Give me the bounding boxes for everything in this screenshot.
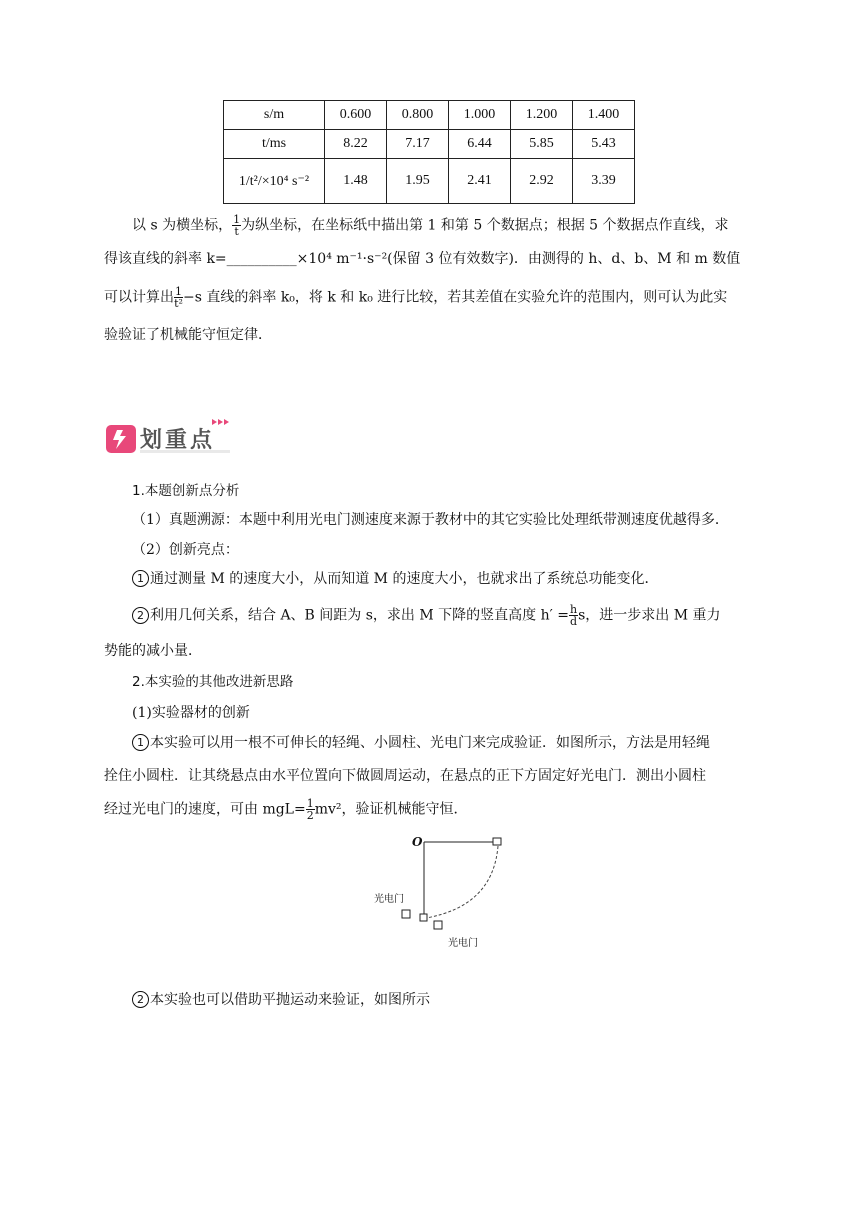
table-cell: 8.22 [325,130,387,159]
data-table [223,100,635,204]
text: 通过测量 M 的速度大小，从而知道 M 的速度大小，也就求出了系统总功能变化． [150,571,659,587]
numerator: h [570,603,578,616]
text: 经过光电门的速度，可由 mgL= [104,801,306,818]
text: s，进一步求出 M 重力 [578,607,721,624]
paragraph-line: （2）创新亮点： [132,542,239,558]
text: mv²，验证机械能守恒． [314,801,468,818]
numerator: 1 [233,213,241,226]
table-cell: 6.44 [449,130,511,159]
table-cell: 2.41 [449,159,511,204]
numerator: 1 [306,797,314,810]
table-cell: 0.800 [387,101,449,130]
key-points-badge [104,415,232,455]
paragraph-line: 验验证了机械能守恒定律． [104,327,272,343]
paragraph-line [104,798,468,821]
row-label: 1/t²/×10⁴ s⁻² [224,159,325,204]
fraction-one-half [306,798,315,821]
numerator: 1 [175,285,182,298]
circled-number: 2 [132,607,149,624]
row-label: s/m [224,101,325,130]
circled-number: 1 [132,734,149,751]
paragraph-line: 势能的减小量． [104,643,202,659]
text: 为纵坐标，在坐标纸中描出第 1 和第 5 个数据点；根据 5 个数据点作直线，求 [241,217,729,234]
paragraph-line [132,214,729,237]
text: 本实验也可以借助平抛运动来验证，如图所示 [150,992,430,1008]
paragraph-line [132,733,710,753]
section-heading: 1.本题创新点分析 [132,483,240,499]
table-cell: 1.400 [573,101,635,130]
badge-text: 划重点 [140,428,216,453]
paragraph-line [132,604,721,627]
fraction-1-over-t2 [174,286,183,309]
text: 利用几何关系，结合 A、B 间距为 s，求出 M 下降的竖直高度 h′ = [150,607,569,624]
table-cell: 2.92 [511,159,573,204]
paragraph-line [104,286,727,309]
section-heading: 2.本实验的其他改进新思路 [132,674,294,690]
table-cell: 1.95 [387,159,449,204]
text: 可以计算出 [104,289,174,306]
photogate-label: 光电门 [374,894,404,905]
table-cell: 5.85 [511,130,573,159]
text: 本实验可以用一根不可伸长的轻绳、小圆柱、光电门来完成验证．如图所示，方法是用轻绳 [150,735,710,751]
paragraph-line: （1）真题溯源：本题中利用光电门测速度来源于教材中的其它实验比处理纸带测速度优越得多． [132,512,729,528]
denominator: 2 [306,809,314,822]
photogate-label: 光电门 [448,938,478,949]
paragraph-line: 拴住小圆柱．让其绕悬点由水平位置向下做圆周运动，在悬点的正下方固定好光电门．测出小圆柱 [104,768,706,784]
paragraph-line: (1)实验器材的创新 [132,705,250,721]
origin-label: O [412,835,423,849]
table-row [224,130,635,159]
denominator: d [570,615,578,628]
fraction-h-over-d [569,604,578,627]
paragraph-line [132,569,658,589]
table-row [224,159,635,204]
circled-number: 2 [132,991,149,1008]
table-cell: 0.600 [325,101,387,130]
pendulum-figure [368,834,528,954]
table-cell: 7.17 [387,130,449,159]
text: −s 直线的斜率 k₀，将 k 和 k₀ 进行比较，若其差值在实验允许的范围内，则可认为此实 [183,289,728,306]
table-cell: 1.000 [449,101,511,130]
table-row [224,101,635,130]
paragraph-line: 得该直线的斜率 k=__________×10⁴ m⁻¹·s⁻²(保留 3 位有效数字)．由测得的 h、d、b、M 和 m 数值 [104,251,741,267]
text: 以 s 为横坐标， [132,217,233,234]
denominator: t² [174,297,183,310]
row-label: t/ms [224,130,325,159]
table-cell: 1.48 [325,159,387,204]
table-cell: 1.200 [511,101,573,130]
circled-number: 1 [132,570,149,587]
table-cell: 5.43 [573,130,635,159]
fraction-1-over-t [232,214,241,237]
denominator: t [234,225,239,238]
paragraph-line [132,990,430,1010]
table-cell: 3.39 [573,159,635,204]
